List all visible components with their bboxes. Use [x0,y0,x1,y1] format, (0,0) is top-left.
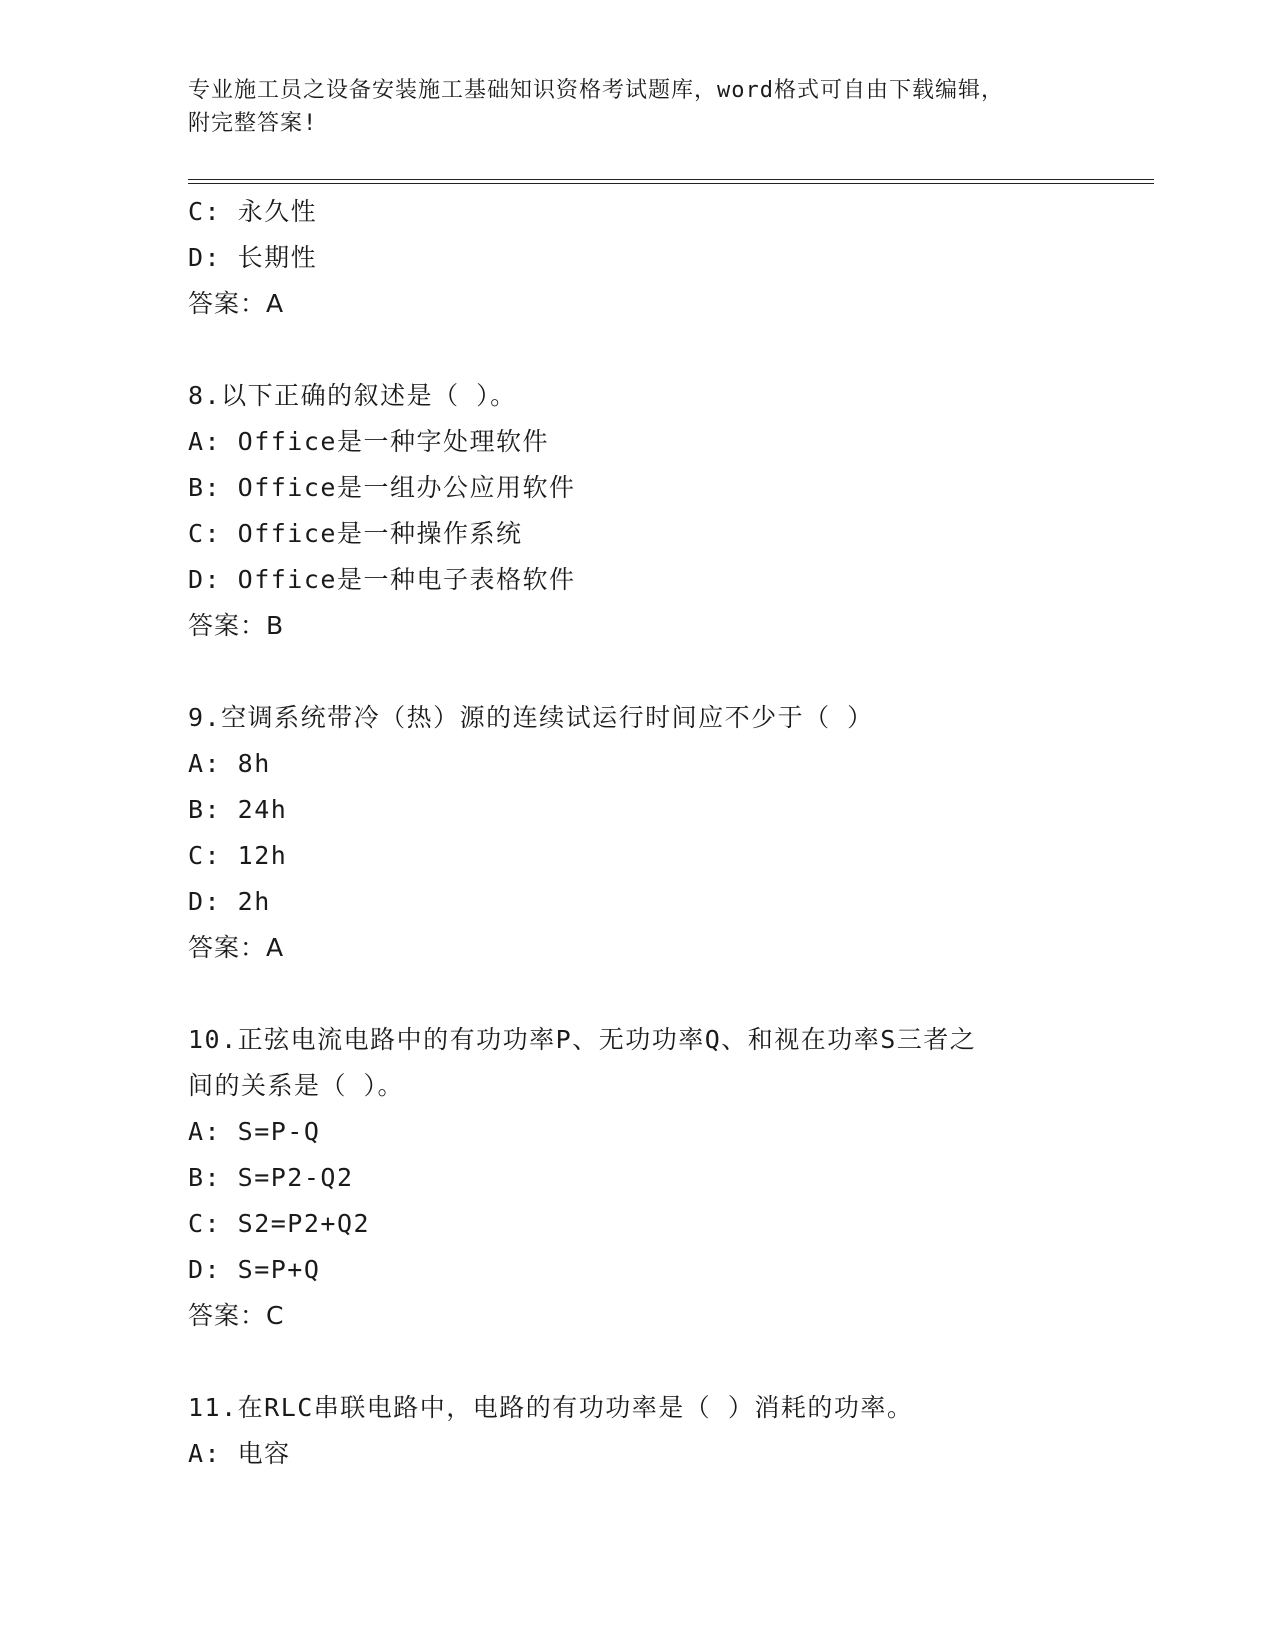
option-c: C: 12h [188,841,288,870]
option-d: D: Office是一种电子表格软件 [188,565,576,594]
option-d: D: 2h [188,887,271,916]
answer-line: 答案：A [188,289,285,318]
answer-line: 答案：C [188,1301,285,1330]
option-d: D: S=P+Q [188,1255,321,1284]
question-11 [188,1385,1088,1477]
option-a: A: Office是一种字处理软件 [188,427,549,456]
header-divider-top [188,179,1154,180]
spacer [188,327,1088,373]
question-list [188,189,1088,1477]
question-title: 8.以下正确的叙述是（ ）。 [188,381,517,410]
spacer [188,971,1088,1017]
prev-question [188,189,1088,327]
header-divider-bottom [188,183,1154,184]
header-line-2: 附完整答案! [188,111,318,136]
option-b: B: 24h [188,795,288,824]
question-title-line-2: 间的关系是（ ）。 [188,1071,405,1100]
option-a: A: 电容 [188,1439,291,1468]
option-d: D: 长期性 [188,243,318,272]
option-a: A: S=P-Q [188,1117,321,1146]
question-8 [188,373,1088,649]
answer-line: 答案：B [188,611,285,640]
option-b: B: Office是一组办公应用软件 [188,473,576,502]
question-9 [188,695,1088,971]
option-c: C: Office是一种操作系统 [188,519,523,548]
question-title: 11.在RLC串联电路中，电路的有功功率是（ ）消耗的功率。 [188,1393,914,1422]
document-header [188,74,1088,140]
question-title: 9.空调系统带冷（热）源的连续试运行时间应不少于（ ） [188,703,874,732]
answer-line: 答案：A [188,933,285,962]
spacer [188,649,1088,695]
spacer [188,1339,1088,1385]
option-c: C: S2=P2+Q2 [188,1209,371,1238]
option-b: B: S=P2-Q2 [188,1163,354,1192]
question-title-line-1: 10.正弦电流电路中的有功功率P、无功功率Q、和视在功率S三者之 [188,1025,977,1054]
option-c: C: 永久性 [188,197,318,226]
header-line-1: 专业施工员之设备安装施工基础知识资格考试题库，word格式可自由下载编辑， [188,78,1004,103]
option-a: A: 8h [188,749,271,778]
question-10 [188,1017,1088,1339]
